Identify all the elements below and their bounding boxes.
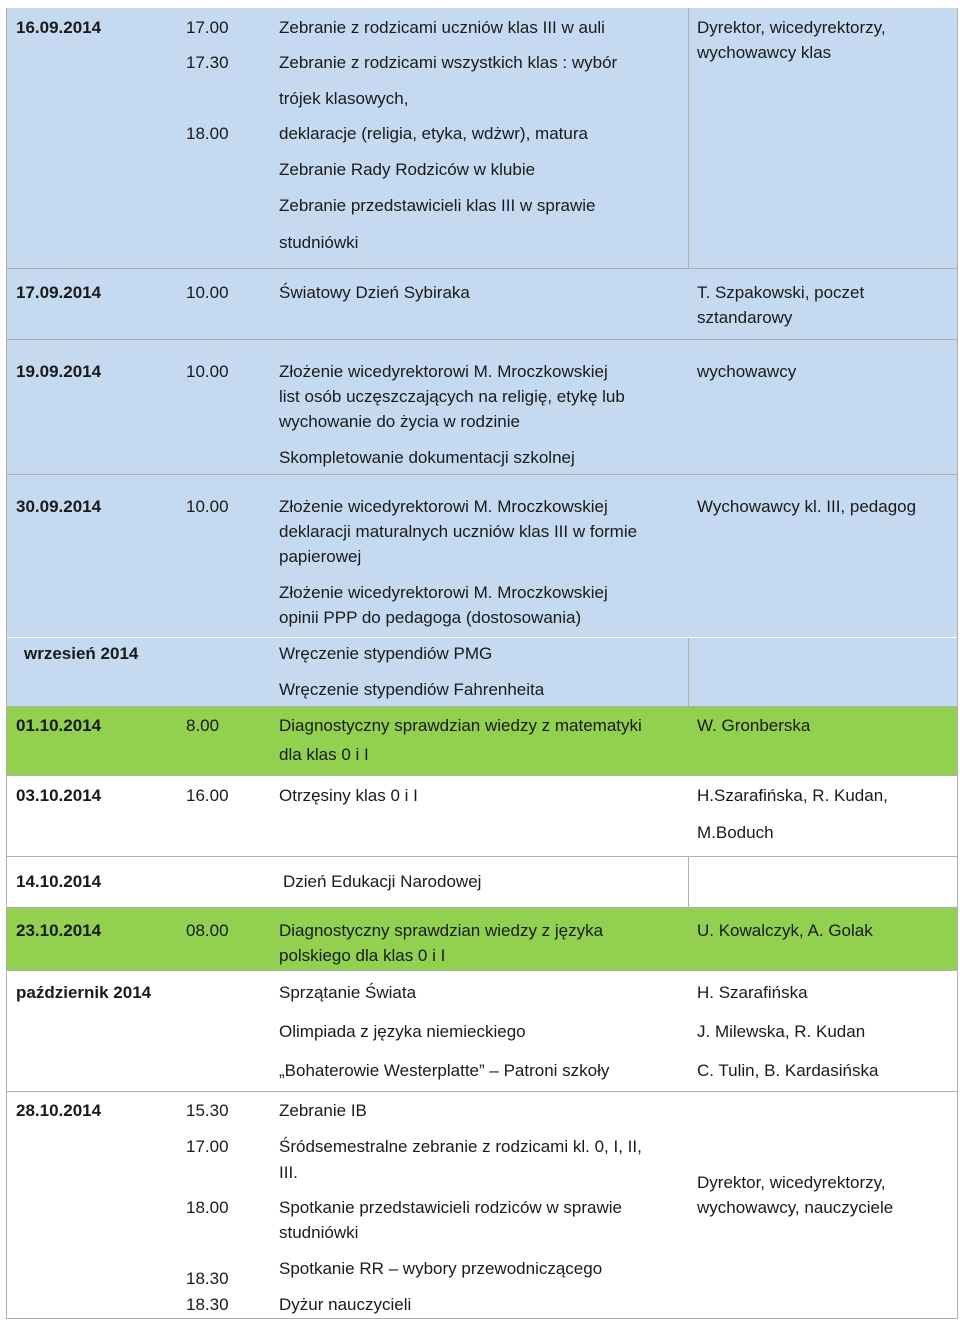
responsible-text: U. Kowalczyk, A. Golak (697, 921, 873, 940)
event-text: list osób uczęszczających na religię, etykę lub (279, 387, 625, 406)
event-text: Wręczenie stypendiów Fahrenheita (279, 680, 545, 699)
event-text: Zebranie IB (279, 1101, 367, 1120)
event-text: Złożenie wicedyrektorowi M. Mroczkowskiej (279, 362, 608, 381)
event-text: Światowy Dzień Sybiraka (279, 283, 470, 302)
date-cell: wrzesień 2014 (24, 644, 139, 663)
time-cell: 17.00 (186, 18, 229, 37)
event-text: papierowej (279, 547, 362, 566)
event-text: Spotkanie RR – wybory przewodniczącego (279, 1259, 603, 1278)
event-text: Zebranie Rady Rodziców w klubie (279, 160, 536, 179)
responsible-text: W. Gronberska (697, 716, 811, 735)
event-text: opinii PPP do pedagoga (dostosowania) (279, 608, 582, 627)
time-cell: 8.00 (186, 716, 220, 735)
time-cell: 10.00 (186, 497, 229, 516)
time-cell: 18.00 (186, 124, 229, 143)
date-cell: 23.10.2014 (16, 921, 102, 940)
responsible-text: Dyrektor, wicedyrektorzy, (697, 18, 886, 37)
event-text: deklaracje (religia, etyka, wdżwr), matura (279, 124, 588, 143)
event-text: trójek klasowych, (279, 89, 409, 108)
event-text: studniówki (279, 233, 359, 252)
event-text: Diagnostyczny sprawdzian wiedzy z matematyki (279, 716, 642, 735)
time-cell: 15.30 (186, 1101, 229, 1120)
event-text: Diagnostyczny sprawdzian wiedzy z języka (279, 921, 604, 940)
date-cell: 01.10.2014 (16, 716, 102, 735)
time-cell: 18.30 (186, 1269, 229, 1288)
responsible-text: J. Milewska, R. Kudan (697, 1022, 866, 1041)
responsible-text: wychowawcy klas (697, 43, 832, 62)
responsible-text: H.Szarafińska, R. Kudan, (697, 786, 888, 805)
event-text: Złożenie wicedyrektorowi M. Mroczkowskiej (279, 583, 608, 602)
event-text: Zebranie z rodzicami wszystkich klas : wybór (279, 53, 618, 72)
date-cell: 30.09.2014 (16, 497, 102, 516)
responsible-text: H. Szarafińska (697, 983, 808, 1002)
date-cell: 17.09.2014 (16, 283, 102, 302)
time-cell: 10.00 (186, 362, 229, 381)
date-cell: 14.10.2014 (16, 872, 102, 891)
responsible-text: sztandarowy (697, 308, 793, 327)
time-cell: 17.30 (186, 53, 229, 72)
responsible-text: M.Boduch (697, 823, 774, 842)
date-cell: 28.10.2014 (16, 1101, 102, 1120)
responsible-text: wychowawcy (697, 362, 797, 381)
time-cell: 08.00 (186, 921, 229, 940)
event-text: III. (279, 1163, 298, 1182)
date-cell: 03.10.2014 (16, 786, 102, 805)
time-cell: 17.00 (186, 1137, 229, 1156)
event-text: „Bohaterowie Westerplatte” – Patroni szkoły (279, 1061, 610, 1080)
responsible-text: wychowawcy, nauczyciele (697, 1198, 894, 1217)
event-text: Dzień Edukacji Narodowej (283, 872, 482, 891)
event-text: deklaracji maturalnych uczniów klas III w formie (279, 522, 638, 541)
responsible-text: Wychowawcy kl. III, pedagog (697, 497, 917, 516)
time-cell: 10.00 (186, 283, 229, 302)
event-text: Zebranie z rodzicami uczniów klas III w auli (279, 18, 605, 37)
event-text: Sprzątanie Świata (279, 983, 417, 1002)
date-cell: październik 2014 (16, 983, 152, 1002)
event-text: Olimpiada z języka niemieckiego (279, 1022, 526, 1041)
event-text: Zebranie przedstawicieli klas III w sprawie (279, 196, 596, 215)
event-text: Skompletowanie dokumentacji szkolnej (279, 448, 575, 467)
date-cell: 19.09.2014 (16, 362, 102, 381)
event-text: Spotkanie przedstawicieli rodziców w sprawie (279, 1198, 622, 1217)
event-text: wychowanie do życia w rodzinie (279, 412, 520, 431)
event-text: dla klas 0 i I (279, 745, 369, 764)
time-cell: 18.00 (186, 1198, 229, 1217)
event-text: studniówki (279, 1223, 359, 1242)
responsible-text: Dyrektor, wicedyrektorzy, (697, 1173, 886, 1192)
event-text: Wręczenie stypendiów PMG (279, 644, 493, 663)
event-text: Otrzęsiny klas 0 i I (279, 786, 418, 805)
event-text: Złożenie wicedyrektorowi M. Mroczkowskiej (279, 497, 608, 516)
time-cell: 16.00 (186, 786, 229, 805)
time-cell: 18.30 (186, 1295, 229, 1314)
event-text: Śródsemestralne zebranie z rodzicami kl. 0, I, II, (279, 1137, 642, 1156)
responsible-text: C. Tulin, B. Kardasińska (697, 1061, 879, 1080)
responsible-text: T. Szpakowski, poczet (697, 283, 865, 302)
row-14-10 (6, 857, 958, 907)
event-text: polskiego dla klas 0 i I (279, 946, 446, 965)
event-text: Dyżur nauczycieli (279, 1295, 412, 1314)
date-cell: 16.09.2014 (16, 18, 102, 37)
